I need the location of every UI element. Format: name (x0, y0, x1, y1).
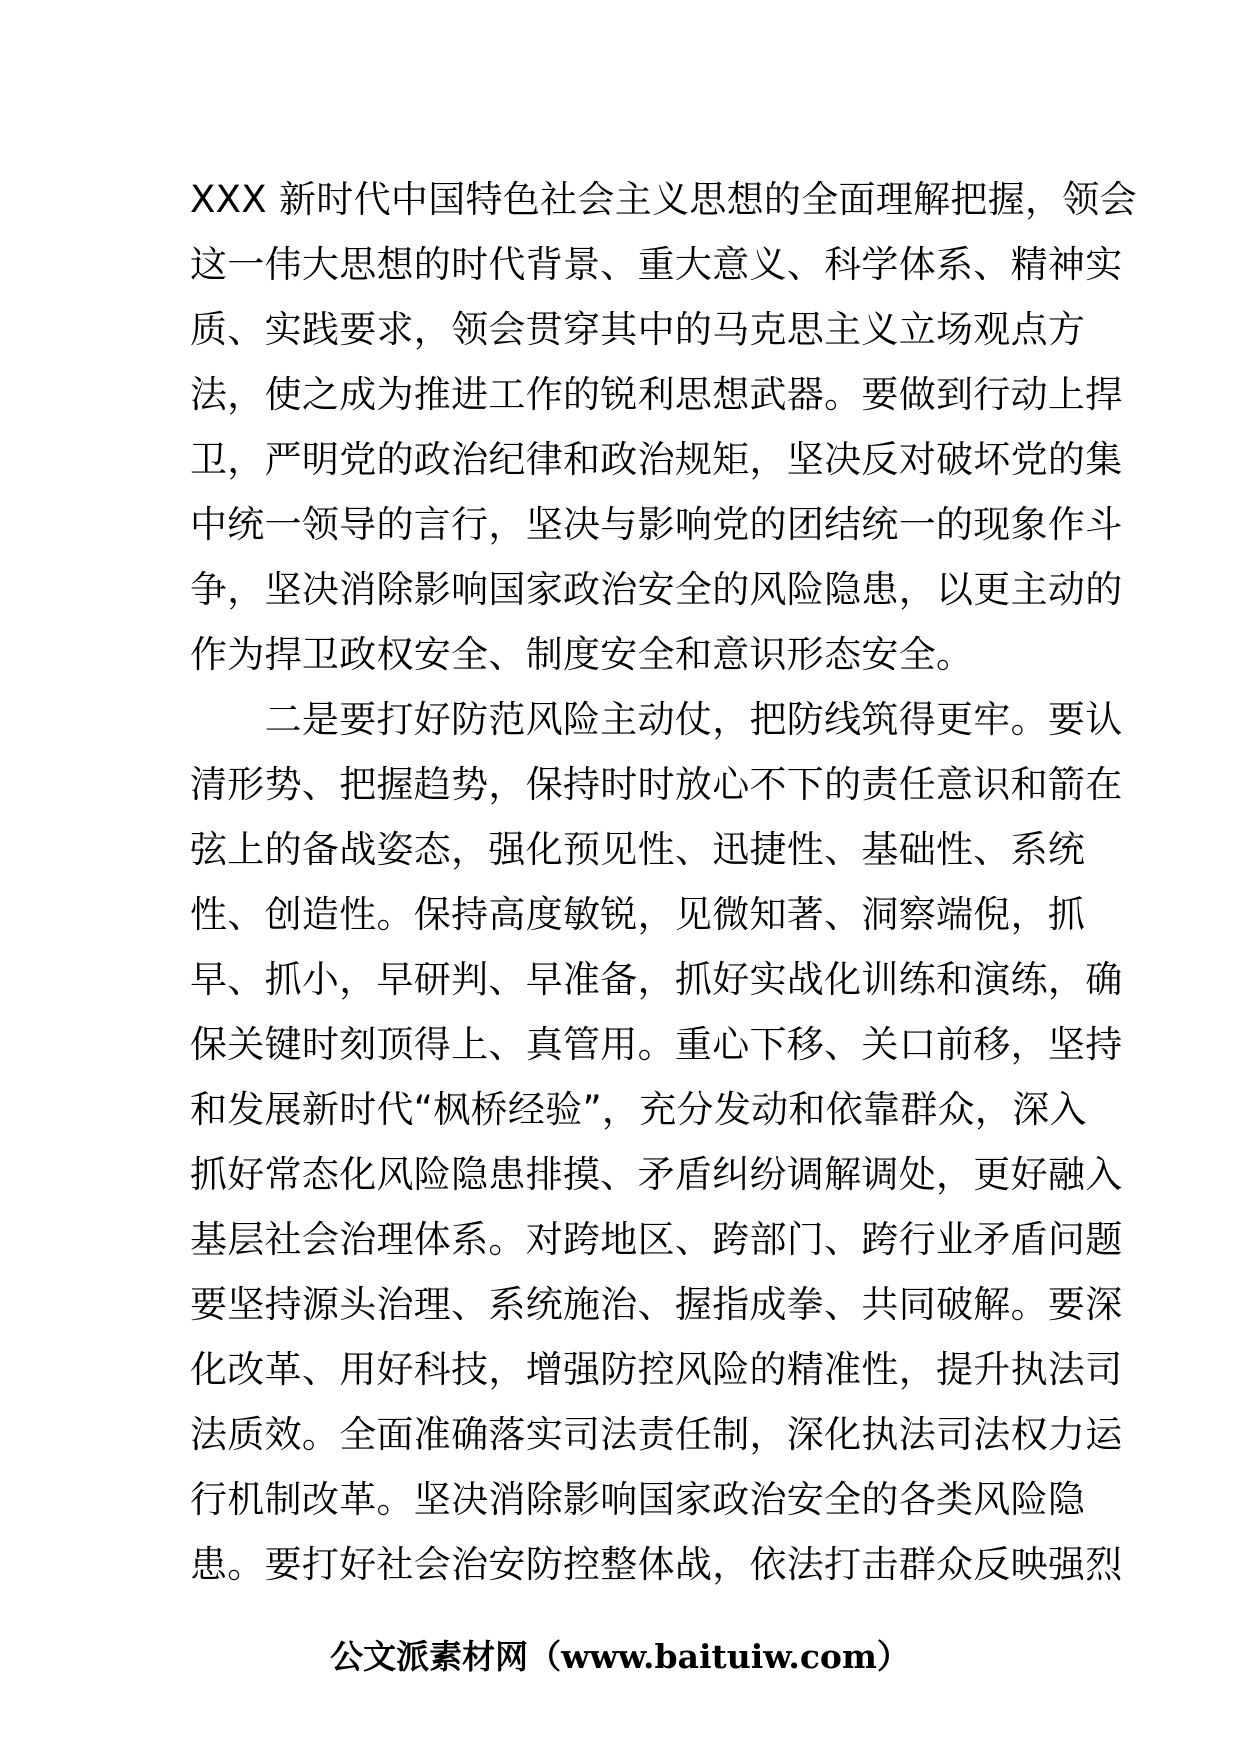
text-line-19: 化改革、用好科技，增强防控风险的精准性，提升执法司 (190, 1348, 1123, 1391)
text-line-3: 质、实践要求，领会贯穿其中的马克思主义立场观点方 (190, 308, 1086, 351)
text-line-21: 行机制改革。坚决消除影响国家政治安全的各类风险隐 (190, 1478, 1086, 1521)
text-line-9: 二是要打好防范风险主动仗，把防线筑得更牢。要认 (190, 698, 1123, 741)
text-line-5: 卫，严明党的政治纪律和政治规矩，坚决反对破坏党的集 (190, 438, 1123, 481)
text-line-4: 法，使之成为推进工作的锐利思想武器。要做到行动上捍 (190, 373, 1123, 416)
text-line-13: 早、抓小，早研判、早准备，抓好实战化训练和演练，确 (190, 958, 1123, 1001)
text-line-16: 抓好常态化风险隐患排摸、矛盾纠纷调解调处，更好融入 (190, 1153, 1123, 1196)
text-line-18: 要坚持源头治理、系统施治、握指成拳、共同破解。要深 (190, 1283, 1123, 1326)
body-text (190, 167, 1137, 1597)
text-line-22: 患。要打好社会治安防控整体战，依法打击群众反映强烈 (190, 1543, 1123, 1586)
text-line-8: 作为捍卫政权安全、制度安全和意识形态安全。 (190, 633, 974, 676)
footer-watermark: 公文派素材网（www.baituiw.com） (330, 1637, 910, 1676)
text-line-20: 法质效。全面准确落实司法责任制，深化执法司法权力运 (190, 1413, 1123, 1456)
text-line-12: 性、创造性。保持高度敏锐，见微知著、洞察端倪，抓 (190, 893, 1086, 936)
text-line-17: 基层社会治理体系。对跨地区、跨部门、跨行业矛盾问题 (190, 1218, 1123, 1261)
text-line-7: 争，坚决消除影响国家政治安全的风险隐患，以更主动的 (190, 568, 1123, 611)
text-line-1: XXX 新时代中国特色社会主义思想的全面理解把握，领会 (190, 178, 1137, 221)
text-line-15: 和发展新时代“枫桥经验”，充分发动和依靠群众，深入 (190, 1088, 1087, 1131)
text-line-11: 弦上的备战姿态，强化预见性、迅捷性、基础性、系统 (190, 828, 1086, 871)
text-line-6: 中统一领导的言行，坚决与影响党的团结统一的现象作斗 (190, 503, 1123, 546)
text-line-10: 清形势、把握趋势，保持时时放心不下的责任意识和箭在 (190, 763, 1123, 806)
text-line-2: 这一伟大思想的时代背景、重大意义、科学体系、精神实 (190, 243, 1123, 286)
text-line-14: 保关键时刻顶得上、真管用。重心下移、关口前移，坚持 (190, 1023, 1123, 1066)
